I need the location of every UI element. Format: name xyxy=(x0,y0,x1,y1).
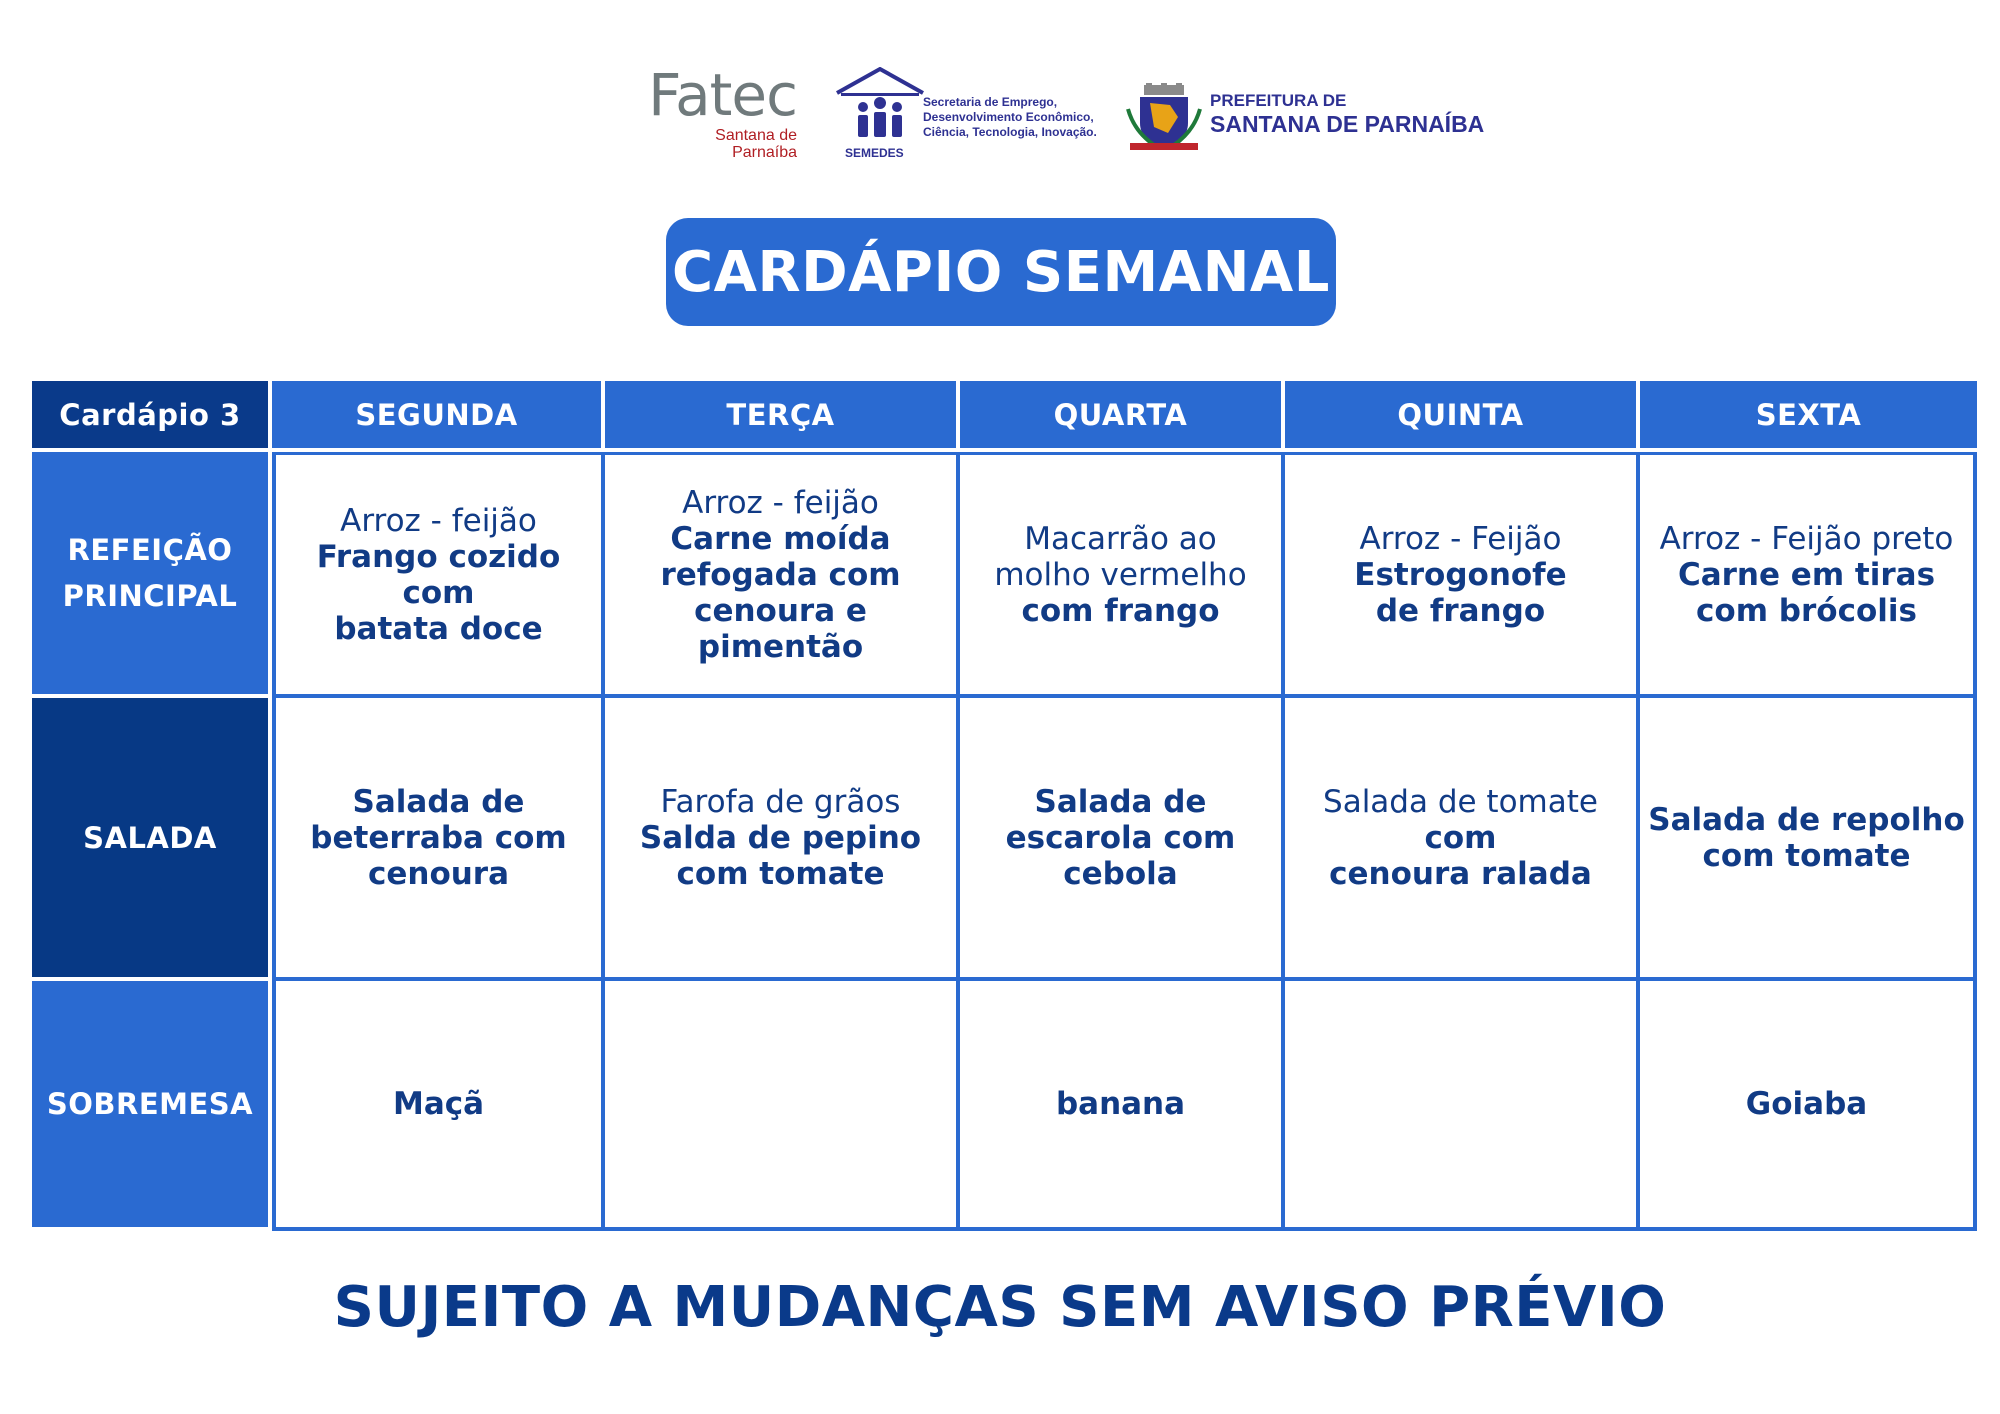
prefeitura-logo xyxy=(1124,83,1485,153)
dish-main: Salada de xyxy=(352,783,525,820)
dish-main: com frango xyxy=(1021,592,1220,629)
fatec-logo xyxy=(637,63,797,161)
menu-cell xyxy=(1640,698,1977,981)
dish-main: com brócolis xyxy=(1696,592,1917,629)
city-coat-of-arms-icon xyxy=(1124,83,1204,153)
disclaimer-footer: SUJEITO A MUDANÇAS SEM AVISO PRÉVIO xyxy=(333,1275,1667,1340)
dish-main: beterraba com xyxy=(310,819,567,856)
menu-cell xyxy=(1640,981,1977,1231)
dish-main: Estrogonofe xyxy=(1354,556,1567,593)
dish-main: cenoura e pimentão xyxy=(694,592,867,665)
dish-side: molho vermelho xyxy=(994,556,1247,593)
prefeitura-text xyxy=(1210,91,1484,137)
table-corner-label: Cardápio 3 xyxy=(32,381,272,452)
dish-main: refogada com xyxy=(660,556,901,593)
dish-main: Salada de xyxy=(1034,783,1207,820)
dish-main: com xyxy=(1424,819,1497,856)
dish-main: Salda de pepino xyxy=(639,819,922,856)
menu-table xyxy=(32,381,1977,1231)
semedes-line-3: Ciência, Tecnologia, Inovação. xyxy=(923,125,1097,139)
dish-main: com tomate xyxy=(1702,837,1911,874)
menu-cell xyxy=(272,981,605,1231)
page-title: CARDÁPIO SEMANAL xyxy=(666,218,1336,326)
day-header-sexta: SEXTA xyxy=(1640,381,1977,452)
row-label-main-meal-line-2: PRINCIPAL xyxy=(62,579,238,613)
day-header-quinta: QUINTA xyxy=(1285,381,1640,452)
menu-cell xyxy=(605,698,960,981)
day-header-quarta: QUARTA xyxy=(960,381,1285,452)
fatec-logo-sub-2: Parnaíba xyxy=(732,144,797,161)
logo-strip xyxy=(0,55,2000,165)
menu-cell xyxy=(960,452,1285,698)
dish-main: Carne moída xyxy=(670,520,891,557)
dish-main: com tomate xyxy=(676,855,885,892)
semedes-logo xyxy=(835,67,1095,163)
row-label-dessert: SOBREMESA xyxy=(32,981,272,1231)
dish-main: Carne em tiras xyxy=(1677,556,1936,593)
dish-side: Arroz - Feijão preto xyxy=(1659,520,1954,557)
fatec-logo-name: Fatec xyxy=(648,61,797,129)
row-label-main-meal-line-1: REFEIÇÃO xyxy=(67,533,233,567)
semedes-house-icon xyxy=(835,67,925,147)
menu-cell xyxy=(272,698,605,981)
dish-main: banana xyxy=(1055,1086,1186,1122)
menu-cell-empty xyxy=(605,981,960,1231)
dish-side: Arroz - feijão xyxy=(340,502,537,539)
menu-cell-empty xyxy=(1285,981,1640,1231)
prefeitura-line-1: PREFEITURA DE xyxy=(1210,91,1347,110)
dish-main: cebola xyxy=(1063,855,1178,892)
dish-main: batata doce xyxy=(334,610,543,647)
semedes-abbr: SEMEDES xyxy=(845,146,904,160)
fatec-logo-sub-1: Santana de xyxy=(715,127,797,144)
menu-cell xyxy=(1640,452,1977,698)
day-header-segunda: SEGUNDA xyxy=(272,381,605,452)
menu-cell xyxy=(272,452,605,698)
dish-main: Salada de repolho xyxy=(1648,801,1965,838)
semedes-line-2: Desenvolvimento Econômico, xyxy=(923,110,1094,124)
dish-side: Macarrão ao xyxy=(1024,520,1217,557)
menu-cell xyxy=(605,452,960,698)
semedes-text xyxy=(923,95,1097,140)
menu-cell xyxy=(960,981,1285,1231)
row-label-main-meal xyxy=(32,452,272,698)
dish-side: Salada de tomate xyxy=(1323,783,1598,820)
dish-main: de frango xyxy=(1375,592,1546,629)
dish-main: escarola com xyxy=(1005,819,1236,856)
dish-side: Farofa de grãos xyxy=(660,783,901,820)
menu-cell xyxy=(960,698,1285,981)
dish-main: Goiaba xyxy=(1745,1086,1868,1122)
row-label-salad: SALADA xyxy=(32,698,272,981)
dish-side: Arroz - Feijão xyxy=(1359,520,1562,557)
menu-cell xyxy=(1285,698,1640,981)
day-header-terca: TERÇA xyxy=(605,381,960,452)
menu-cell xyxy=(1285,452,1640,698)
dish-main: cenoura xyxy=(367,855,510,892)
dish-main: Maçã xyxy=(392,1086,485,1122)
dish-main: cenoura ralada xyxy=(1329,855,1592,892)
dish-side: Arroz - feijão xyxy=(682,484,879,521)
prefeitura-line-2: SANTANA DE PARNAÍBA xyxy=(1210,111,1485,137)
semedes-line-1: Secretaria de Emprego, xyxy=(923,95,1058,109)
dish-main: Frango cozido com xyxy=(316,538,561,611)
